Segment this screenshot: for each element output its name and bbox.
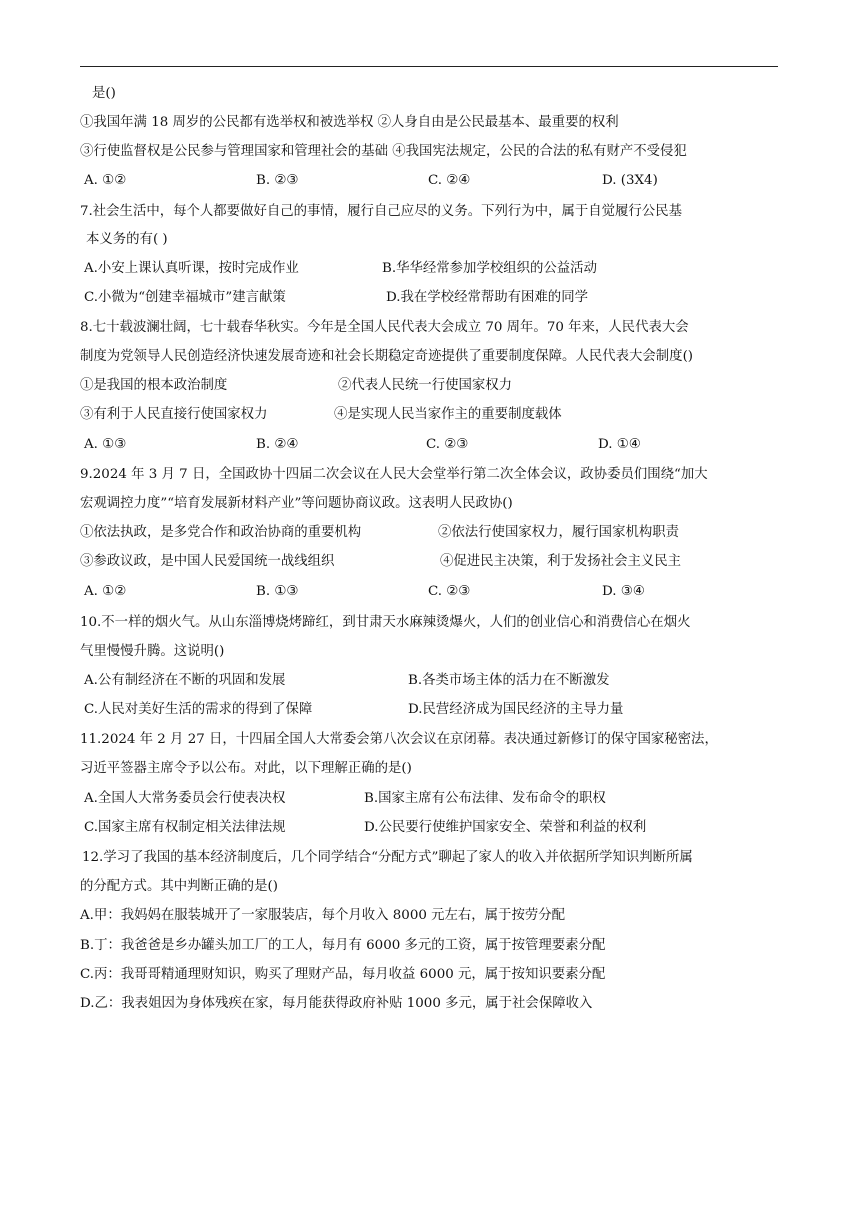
q7-option-b: B.华华经常参加学校组织的公益活动 [382,261,597,276]
q8-option-d: D. ①④ [598,437,641,452]
q9-option-c: C. ②③ [428,584,471,599]
q9-option-a: A. ①② [84,584,127,599]
q10-option-b: B.各类市场主体的活力在不断激发 [408,673,610,688]
q12-option-a: A.甲：我妈妈在服装城开了一家服装店，每个月收入 8000 元左右，属于按劳分配 [80,908,566,923]
header-rule [80,66,778,67]
q9-item-3: ③参政议政，是中国人民爱国统一战线组织 [80,554,335,569]
q7-stem-1: 7.社会生活中，每个人都要做好自己的事情，履行自己应尽的义务。下列行为中，属于自觉履行公民基 [80,204,682,219]
q6-option-a: A. ①② [84,173,127,188]
q6-option-c: C. ②④ [428,173,471,188]
q6-statements-1: ①我国年满 18 周岁的公民都有选举权和被选举权 ②人身自由是公民最基本、最重要的权利 [80,115,619,130]
q9-item-2: ②依法行使国家权力，履行国家机构职责 [438,525,680,540]
q8-option-a: A. ①③ [84,437,127,452]
q6-stem-tail: 是() [92,86,116,101]
q6-option-d: D. (3X4) [602,173,658,188]
q8-item-4: ④是实现人民当家作主的重要制度载体 [334,407,562,422]
q6-statements-2: ③行使监督权是公民参与管理国家和管理社会的基础 ④我国宪法规定，公民的合法的私有财产不受侵犯 [80,144,687,159]
q9-item-4: ④促进民主决策，利于发扬社会主义民主 [440,554,682,569]
q11-stem-1: 11.2024 年 2 月 27 日，十四届全国人大常委会第八次会议在京闭幕。表决通过新修订的保守国家秘密法， [80,732,718,747]
q10-option-d: D.民营经济成为国民经济的主导力量 [408,702,624,717]
q12-option-d: D.乙：我表姐因为身体残疾在家，每月能获得政府补贴 1000 多元，属于社会保障收入 [80,996,593,1011]
q11-stem-2: 习近平签器主席令予以公布。对此，以下理解正确的是() [80,761,412,776]
q8-item-2: ②代表人民统一行使国家权力 [338,378,513,393]
q7-option-a: A.小安上课认真听课，按时完成作业 [84,261,299,276]
q7-option-c: C.小微为“创建幸福城市”建言献策 [84,290,286,305]
q8-option-c: C. ②③ [426,437,469,452]
q10-option-c: C.人民对美好生活的需求的得到了保障 [84,702,313,717]
q11-option-a: A.全国人大常务委员会行使表决权 [84,791,286,806]
q6-option-b: B. ②③ [256,173,299,188]
q7-option-d: D.我在学校经常帮助有困难的同学 [386,290,588,305]
q8-item-1: ①是我国的根本政治制度 [80,378,228,393]
q9-item-1: ①依法执政，是多党合作和政治协商的重要机构 [80,525,362,540]
q12-stem-1: 12.学习了我国的基本经济制度后，几个同学结合“分配方式”聊起了家人的收入并依据所学知识判断所属 [82,850,693,865]
q12-option-c: C.丙：我哥哥精通理财知识，购买了理财产品，每月收益 6000 元，属于按知识要素分配 [80,967,606,982]
q12-stem-2: 的分配方式。其中判断正确的是() [80,879,278,894]
q8-stem-2: 制度为党领导人民创造经济快速发展奇迹和社会长期稳定奇迹提供了重要制度保障。人民代表大会制度() [80,349,694,364]
q11-option-b: B.国家主席有公布法律、发布命令的职权 [364,791,606,806]
q8-item-3: ③有利于人民直接行使国家权力 [80,407,268,422]
q11-option-c: C.国家主席有权制定相关法律法规 [84,820,286,835]
q12-option-b: B.丁：我爸爸是乡办罐头加工厂的工人，每月有 6000 多元的工资，属于按管理要素分配 [80,938,606,953]
q7-stem-2: 本义务的有( ) [86,232,168,247]
q9-option-d: D. ③④ [602,584,645,599]
q11-option-d: D.公民要行使维护国家安全、荣誉和利益的权利 [364,820,647,835]
q10-option-a: A.公有制经济在不断的巩固和发展 [84,673,286,688]
q9-stem-2: 宏观调控力度”“培育发展新材料产业”等问题协商议政。这表明人民政协() [80,496,513,511]
q9-stem-1: 9.2024 年 3 月 7 日，全国政协十四届二次会议在人民大会堂举行第二次全体会议，政协委员们围绕“加大 [80,467,708,482]
q10-stem-1: 10.不一样的烟火气。从山东淄博烧烤蹄红，到甘肃天水麻辣烫爆火，人们的创业信心和消费信心在烟火 [80,615,691,630]
q8-stem-1: 8.七十载波澜壮阔，七十载春华秋实。今年是全国人民代表大会成立 70 周年。70 年来，人民代表大会 [80,320,689,335]
q10-stem-2: 气里慢慢升腾。这说明() [80,644,225,659]
q9-option-b: B. ①③ [256,584,299,599]
q8-option-b: B. ②④ [256,437,299,452]
